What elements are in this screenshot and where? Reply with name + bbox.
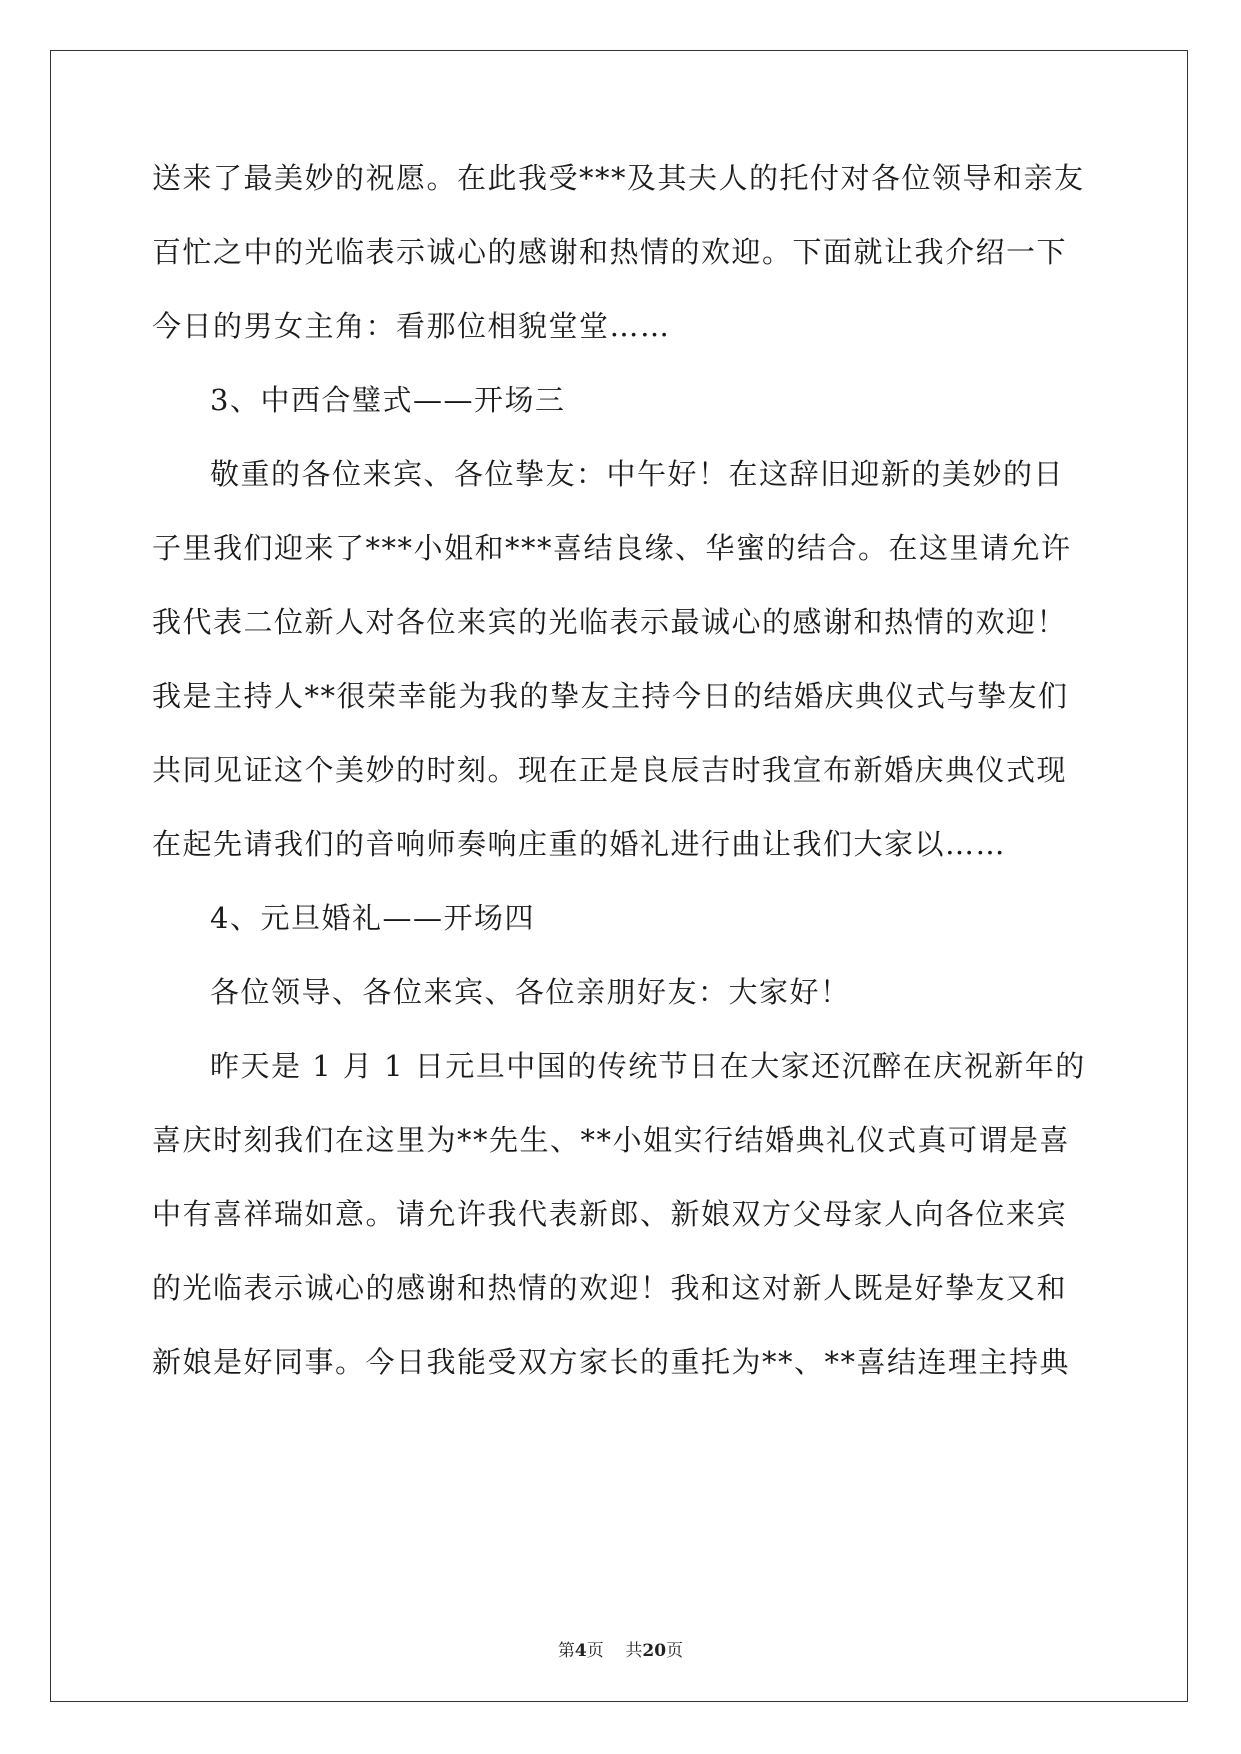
text-line: 我代表二位新人对各位来宾的光临表示最诚心的感谢和热情的欢迎！ — [152, 605, 1068, 639]
footer-prefix: 第 — [557, 1641, 575, 1661]
page-number: 4 — [574, 1641, 587, 1661]
text-line: 中有喜祥瑞如意。请允许我代表新郎、新娘双方父母家人向各位来宾 — [152, 1197, 1068, 1231]
text-line: 百忙之中的光临表示诚心的感谢和热情的欢迎。下面就让我介绍一下 — [152, 235, 1068, 269]
text-line: 的光临表示诚心的感谢和热情的欢迎！我和这对新人既是好挚友又和 — [152, 1271, 1068, 1305]
text-line: 各位领导、各位来宾、各位亲朋好友：大家好！ — [210, 975, 851, 1009]
text-line: 共同见证这个美妙的时刻。现在正是良辰吉时我宣布新婚庆典仪式现 — [152, 753, 1068, 787]
text-line: 昨天是 1 月 1 日元旦中国的传统节日在大家还沉醉在庆祝新年的 — [210, 1049, 1086, 1083]
text-line: 敬重的各位来宾、各位挚友：中午好！在这辞旧迎新的美妙的日 — [210, 457, 1065, 491]
page-border — [50, 50, 1188, 1702]
text-line: 今日的男女主角：看那位相貌堂堂…… — [152, 309, 671, 343]
text-line: 在起先请我们的音响师奏响庄重的婚礼进行曲让我们大家以…… — [152, 827, 1007, 861]
text-line: 我是主持人**很荣幸能为我的挚友主持今日的结婚庆典仪式与挚友们 — [152, 679, 1069, 713]
text-line: 送来了最美妙的祝愿。在此我受***及其夫人的托付对各位领导和亲友 — [152, 161, 1085, 195]
footer-page-suffix: 页 — [586, 1641, 604, 1661]
footer-total-suffix: 页 — [666, 1641, 684, 1661]
page-total: 20 — [642, 1641, 667, 1661]
text-line: 喜庆时刻我们在这里为**先生、**小姐实行结婚典礼仪式真可谓是喜 — [152, 1123, 1071, 1157]
section-heading: 3、中西合璧式——开场三 — [210, 383, 566, 417]
page-footer — [0, 1636, 1241, 1661]
footer-total-prefix: 共 — [625, 1641, 643, 1661]
section-heading: 4、元旦婚礼——开场四 — [210, 901, 535, 935]
text-line: 子里我们迎来了***小姐和***喜结良缘、华蜜的结合。在这里请允许 — [152, 531, 1072, 565]
text-line: 新娘是好同事。今日我能受双方家长的重托为**、**喜结连理主持典 — [152, 1345, 1071, 1379]
